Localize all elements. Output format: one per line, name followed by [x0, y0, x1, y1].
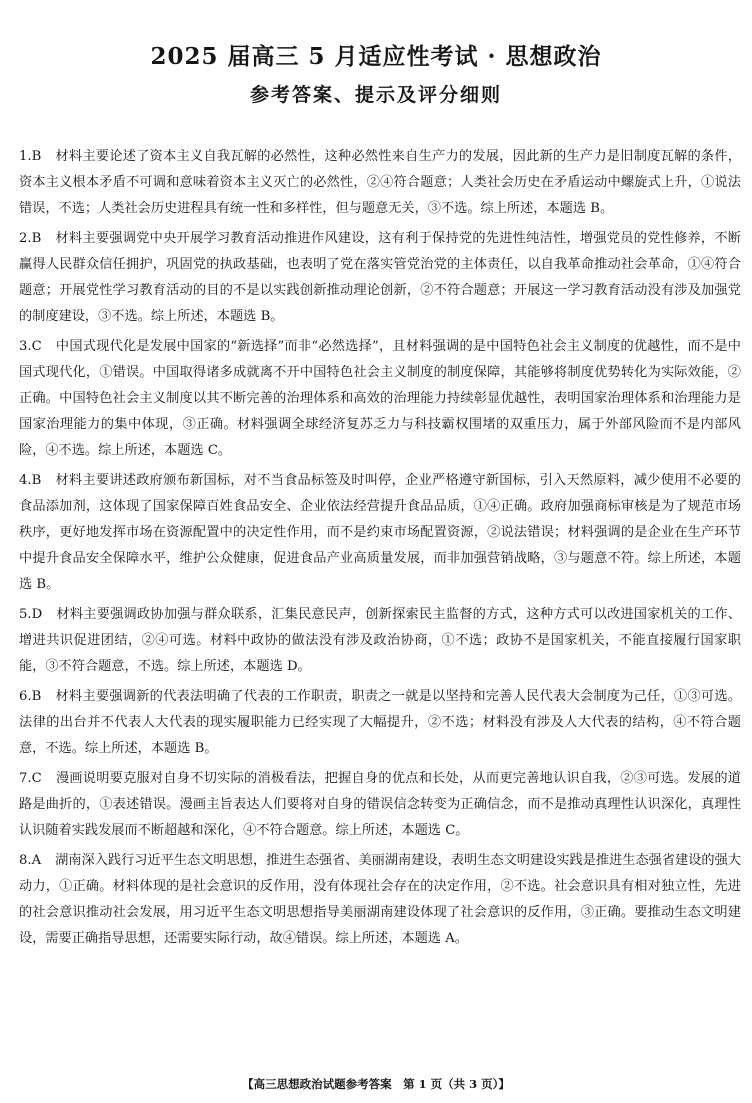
answer-item-8	[19, 848, 741, 952]
answer-explanation: 材料主要强调政协加强与群众联系，汇集民意民声，创新探索民主监督的方式，这种方式可以改进国家机关的工作、增进共识促进团结，②④可选。材料中政协的做法没有涉及政治协商，①不选；政协不是国家机关，不能直接履行国家职能，③不符合题意，不选。综上所述，本题选 D。	[19, 607, 741, 674]
answer-item-5	[19, 602, 741, 680]
answer-explanation: 材料主要强调新的代表法明确了代表的工作职责，职责之一就是以坚持和完善人民代表大会制度为己任，①③可选。法律的出台并不代表人大代表的现实履职能力已经实现了大幅提升，②不选；材料没有涉及人大代表的结构，④不符合题意，不选。综上所述，本题选 B。	[19, 689, 741, 756]
answer-item-3	[19, 334, 741, 464]
answer-number: 3.C	[19, 339, 42, 354]
answer-item-6	[19, 684, 741, 762]
answer-item-2	[19, 226, 741, 330]
answer-explanation: 材料主要讲述政府颁布新国标，对不当食品标签及时叫停，企业严格遵守新国标，引入天然原料，减少使用不必要的食品添加剂，这体现了国家保障百姓食品安全、企业依法经营提升食品品质，①④正确。政府加强商标审核是为了规范市场秩序，更好地发挥市场在资源配置中的决定性作用，而不是约束市场配置资源，②说法错误；材料强调的是企业在生产环节中提升食品安全保障水平，维护公众健康，促进食品产业高质量发展，而非加强营销战略，③与题意不符。综上所述，本题选 B。	[19, 473, 741, 592]
answer-number: 6.B	[19, 689, 42, 704]
answer-item-4	[19, 468, 741, 598]
answer-explanation: 漫画说明要克服对自身不切实际的消极看法，把握自身的优点和长处，从而更完善地认识自我，②③可选。发展的道路是曲折的，①表述错误。漫画主旨表达人们要将对自身的错误信念转变为正确信念，而不是推动真理性认识深化，真理性认识随着实践发展而不断超越和深化，④不符合题意。综上所述，本题选 C。	[19, 771, 741, 838]
answer-number: 1.B	[19, 149, 42, 164]
answer-number: 4.B	[19, 473, 42, 488]
page-subtitle: 参考答案、提示及评分细则	[249, 84, 502, 106]
answer-explanation: 材料主要强调党中央开展学习教育活动推进作风建设，这有利于保持党的先进性纯洁性，增强党员的党性修养，不断赢得人民群众信任拥护，巩固党的执政基础，也表明了党在落实管党治党的主体责任，以自我革命推动社会革命，①④符合题意；开展党性学习教育活动的目的不是以实践创新推动理论创新，②不符合题意；开展这一学习教育活动没有涉及加强党的制度建设，③不选。综上所述，本题选 B。	[19, 231, 741, 324]
answer-explanation: 中国式现代化是发展中国家的“新选择”而非“必然选择”，且材料强调的是中国特色社会主义制度的优越性，而不是中国式现代化，①错误。中国取得诸多成就离不开中国特色社会主义制度的制度保障，其能够将制度优势转化为实际效能，②正确。中国特色社会主义制度以其不断完善的治理体系和高效的治理能力持续彰显优越性，表明国家治理体系和治理能力是国家治理能力的集中体现，③正确。材料强调全球经济复苏乏力与科技霸权围堵的双重压力，属于外部风险而不是内部风险，④不选。综上所述，本题选 C。	[19, 339, 741, 458]
answer-number: 2.B	[19, 231, 42, 246]
answer-number: 7.C	[19, 771, 42, 786]
page-footer: 【高三思想政治试题参考答案 第 1 页（共 3 页）】	[242, 1077, 510, 1091]
answer-explanation: 湖南深入践行习近平生态文明思想，推进生态强省、美丽湖南建设，表明生态文明建设实践是推进生态强省建设的强大动力，①正确。材料体现的是社会意识的反作用，没有体现社会存在的决定作用，②不选。社会意识具有相对独立性，先进的社会意识推动社会发展，用习近平生态文明思想指导美丽湖南建设体现了社会意识的反作用，③正确。要推动生态文明建设，需要正确指导思想，还需要实际行动，故④错误。综上所述，本题选 A。	[19, 853, 741, 946]
page-title: 2025 届高三 5 月适应性考试 · 思想政治	[150, 43, 602, 70]
answer-item-1	[19, 144, 741, 222]
answer-item-7	[19, 766, 741, 844]
answer-list	[19, 144, 741, 956]
answer-number: 8.A	[19, 853, 42, 868]
answer-number: 5.D	[19, 607, 43, 622]
answer-explanation: 材料主要论述了资本主义自我瓦解的必然性，这种必然性来自生产力的发展，因此新的生产力是旧制度瓦解的条件，资本主义根本矛盾不可调和意味着资本主义灭亡的必然性，②④符合题意；人类社会历史在矛盾运动中螺旋式上升，①说法错误，不选；人类社会历史进程具有统一性和多样性，但与题意无关，③不选。综上所述，本题选 B。	[19, 149, 741, 216]
